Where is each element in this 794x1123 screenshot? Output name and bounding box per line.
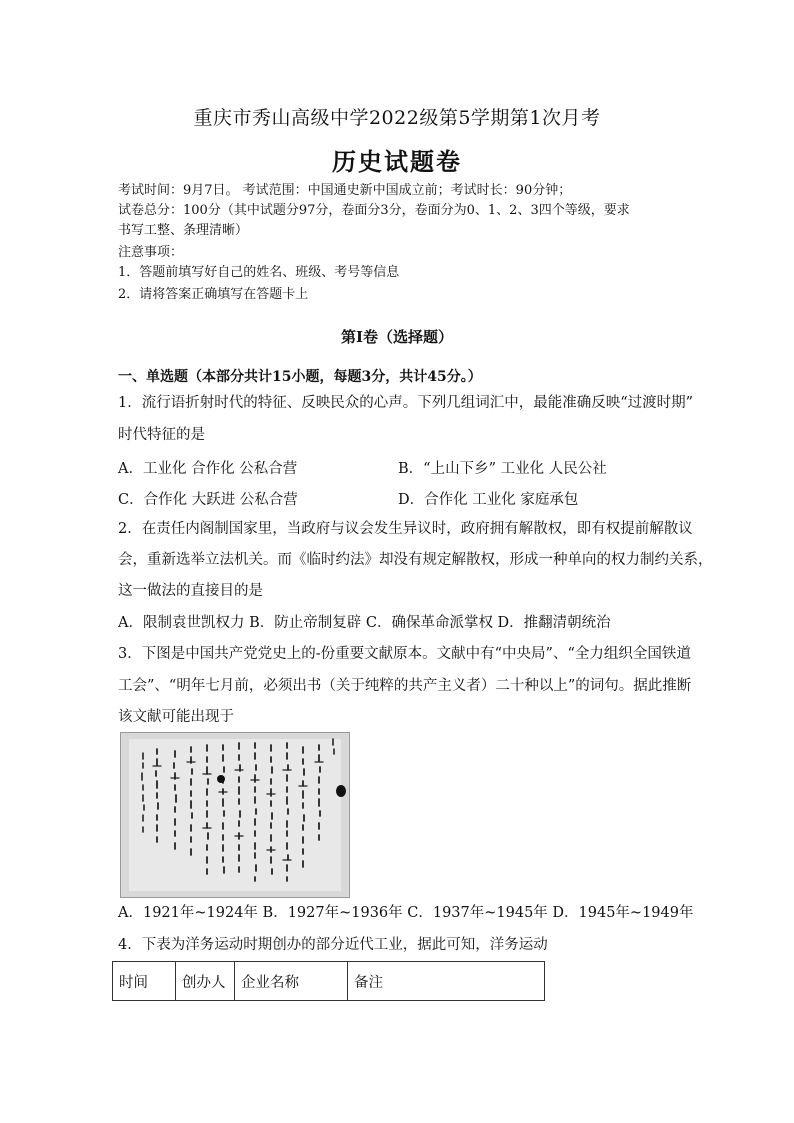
q1-stem-line-2: 时代特征的是 — [118, 427, 205, 443]
table-header-cell: 企业名称 — [235, 962, 348, 1001]
note-2: 2．请将答案正确填写在答题卡上 — [118, 287, 309, 302]
q3-stem-line-3: 该文献可能出现于 — [118, 709, 234, 725]
exam-info-line-1: 考试时间：9月7日。 考试范围：中国通史新中国成立前；考试时长：90分钟； — [118, 183, 572, 198]
table-header-row — [113, 962, 545, 1001]
q1-option-b: B．“上山下乡” 工业化 人民公社 — [398, 461, 607, 477]
note-1: 1．答题前填写好自己的姓名、班级、考号等信息 — [118, 265, 400, 280]
table-header-cell: 时间 — [113, 962, 176, 1001]
exam-title: 重庆市秀山高级中学2022级第5学期第1次月考 — [193, 107, 601, 129]
q3-stem-line-2: 工会”、“明年七月前，必须出书（关于纯粹的共产主义者）二十种以上”的词句。据此推断 — [118, 678, 692, 694]
q3-options: A．1921年~1924年 B．1927年~1936年 C．1937年~1945年 D．1945年~1949年 — [118, 905, 694, 921]
table-header-cell: 备注 — [348, 962, 545, 1001]
exam-subtitle: 历史试题卷 — [332, 147, 462, 176]
q3-stem-line-1: 3．下图是中国共产党党史上的-份重要文献原本。文献中有“中央局”、“全力组织全国铁道 — [118, 646, 691, 662]
exam-info-line-2: 试卷总分：100分（其中试题分97分，卷面分3分，卷面分为0、1、2、3四个等级，要求 — [118, 203, 630, 218]
part-title: 一、单选题（本部分共计15小题，每题3分，共计45分。） — [118, 369, 482, 385]
q2-stem-line-1: 2．在责任内阁制国家里，当政府与议会发生异议时，政府拥有解散权，即有权提前解散议 — [118, 521, 693, 537]
q2-stem-line-2: 会，重新选举立法机关。而《临时约法》却没有规定解散权，形成一种单向的权力制约关系， — [118, 552, 713, 568]
q4-stem-line-1: 4．下表为洋务运动时期创办的部分近代工业，据此可知，洋务运动 — [118, 937, 548, 953]
q1-option-d: D．合作化 工业化 家庭承包 — [398, 492, 579, 508]
exam-info-line-3: 书写工整、条理清晰） — [118, 223, 249, 238]
notes-title: 注意事项： — [118, 245, 184, 260]
q4-table — [112, 961, 545, 1001]
section-title: 第I卷（选择题） — [340, 328, 454, 346]
q1-option-a: A．工业化 合作化 公私合营 — [118, 461, 298, 477]
table-header-cell: 创办人 — [176, 962, 235, 1001]
q1-stem-line-1: 1．流行语折射时代的特征、反映民众的心声。下列几组词汇中，最能准确反映“过渡时期” — [118, 395, 694, 411]
q2-options: A．限制袁世凯权力 B．防止帝制复辟 C．确保革命派掌权 D．推翻清朝统治 — [118, 615, 611, 631]
q1-option-c: C．合作化 大跃进 公私合营 — [118, 492, 298, 508]
q2-stem-line-3: 这一做法的直接目的是 — [118, 583, 263, 599]
historical-document-image — [120, 732, 350, 898]
